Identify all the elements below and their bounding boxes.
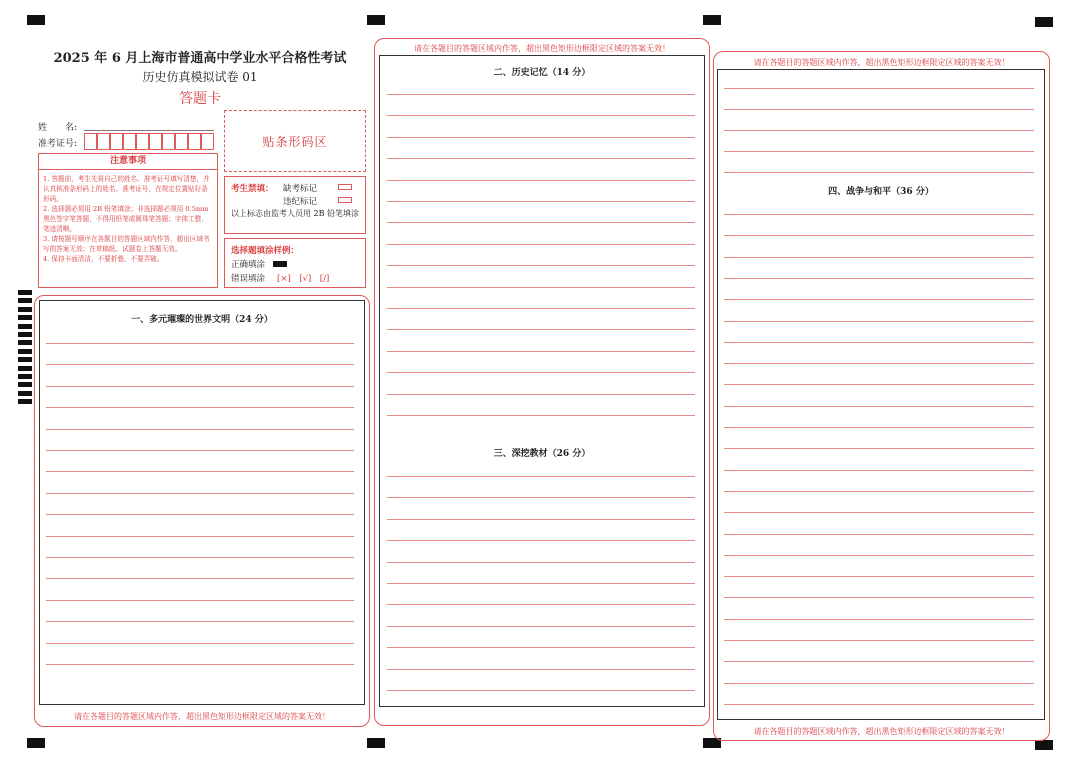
answer-line: [387, 647, 695, 648]
name-field[interactable]: [84, 130, 214, 131]
registration-mark: [367, 738, 385, 748]
wrong-label: 错误填涂: [231, 274, 266, 284]
card-title: 答题卡: [179, 91, 221, 107]
timing-mark: [18, 399, 32, 404]
answer-line: [46, 364, 354, 365]
answer-line: [387, 497, 695, 498]
answer-line: [46, 429, 354, 430]
id-digit-box[interactable]: [84, 133, 97, 150]
answer-line: [46, 471, 354, 472]
answer-line: [387, 94, 695, 95]
timing-mark: [18, 366, 32, 371]
answer-line: [724, 363, 1034, 364]
id-digit-box[interactable]: [110, 133, 123, 150]
notice-item: 3. 请按题号顺序在各题目的答题区域内作答，超出区域书写的答案无效；在草稿纸、试题卷上答题无效。: [43, 235, 210, 253]
answer-line: [387, 583, 695, 584]
absent-label: 缺考标记: [283, 184, 318, 194]
id-digit-box[interactable]: [97, 133, 110, 150]
answer-line: [724, 88, 1034, 89]
answer-line: [724, 172, 1034, 173]
id-digit-box[interactable]: [123, 133, 136, 150]
notice-item: 2. 选择题必须用 2B 铅笔填涂；非选择题必须用 0.5mm 黑色签字笔答题，不得用铅笔或圆珠笔答题；字体工整、笔迹清晰。: [43, 205, 209, 233]
section-4-title: 四、战争与和平（36 分）: [828, 187, 934, 197]
warning-text: 请在各题目的答题区域内作答，超出黑色矩形边框限定区域的答案无效！: [414, 44, 670, 53]
answer-line: [387, 415, 695, 416]
answer-line: [46, 407, 354, 408]
middle-answer-area[interactable]: [379, 55, 705, 707]
id-label: 准考证号:: [38, 139, 78, 149]
answer-line: [387, 372, 695, 373]
right-answer-area[interactable]: [717, 69, 1045, 720]
answer-line: [46, 493, 354, 494]
id-digit-box[interactable]: [136, 133, 149, 150]
registration-mark: [1035, 740, 1053, 750]
answer-line: [724, 299, 1034, 300]
answer-line: [46, 514, 354, 515]
id-digit-box[interactable]: [149, 133, 162, 150]
timing-mark: [18, 324, 32, 329]
answer-line: [387, 244, 695, 245]
answer-line: [724, 384, 1034, 385]
answer-line: [724, 640, 1034, 641]
warning-text: 请在各题目的答题区域内作答，超出黑色矩形边框限定区域的答案无效！: [74, 712, 330, 721]
fill-sample-box: [224, 238, 366, 288]
answer-line: [387, 265, 695, 266]
answer-line: [387, 562, 695, 563]
name-label: 姓 名:: [38, 123, 78, 133]
answer-line: [387, 222, 695, 223]
answer-line: [724, 491, 1034, 492]
answer-line: [724, 257, 1034, 258]
answer-line: [724, 321, 1034, 322]
answer-line: [724, 406, 1034, 407]
timing-mark: [18, 332, 32, 337]
answer-line: [724, 130, 1034, 131]
answer-line: [724, 704, 1034, 705]
exam-subtitle: 历史仿真模拟试卷 01: [142, 70, 258, 84]
answer-line: [387, 201, 695, 202]
answer-line: [387, 626, 695, 627]
timing-mark: [18, 340, 32, 345]
absent-mark-box[interactable]: [338, 184, 352, 190]
answer-line: [387, 180, 695, 181]
forbidden-box: [224, 176, 366, 234]
answer-line: [724, 576, 1034, 577]
violation-label: 违纪标记: [283, 197, 318, 207]
answer-line: [46, 643, 354, 644]
sample-title: 选择题填涂样例：: [231, 246, 300, 256]
answer-line: [724, 427, 1034, 428]
answer-line: [387, 669, 695, 670]
answer-line: [46, 536, 354, 537]
timing-mark: [18, 349, 32, 354]
wrong-fill-samples: [×] [√] [/]: [277, 274, 330, 284]
answer-line: [724, 214, 1034, 215]
barcode-area: [224, 110, 366, 172]
answer-line: [724, 109, 1034, 110]
answer-line: [724, 448, 1034, 449]
id-digit-box[interactable]: [162, 133, 175, 150]
timing-mark: [18, 315, 32, 320]
notice-item: 4. 保持卡面清洁，不要折叠、不要弄破。: [43, 255, 164, 263]
answer-line: [46, 600, 354, 601]
timing-mark: [18, 391, 32, 396]
answer-line: [387, 540, 695, 541]
forbidden-note: 以上标志由监考人员用 2B 铅笔填涂: [231, 209, 360, 218]
id-digit-box[interactable]: [175, 133, 188, 150]
answer-line: [46, 450, 354, 451]
answer-line: [724, 661, 1034, 662]
violation-mark-box[interactable]: [338, 197, 352, 203]
timing-mark: [18, 290, 32, 295]
answer-line: [724, 278, 1034, 279]
answer-line: [724, 597, 1034, 598]
answer-line: [724, 534, 1034, 535]
forbidden-title: 考生禁填：: [231, 184, 274, 194]
answer-line: [724, 683, 1034, 684]
answer-line: [387, 137, 695, 138]
answer-line: [724, 235, 1034, 236]
answer-line: [724, 512, 1034, 513]
answer-line: [724, 619, 1034, 620]
timing-mark: [18, 307, 32, 312]
notice-title: 注意事项: [39, 154, 217, 170]
section-1-title: 一、多元璀璨的世界文明（24 分）: [131, 315, 273, 325]
correct-label: 正确填涂: [231, 260, 266, 270]
answer-line: [387, 158, 695, 159]
answer-line: [724, 470, 1034, 471]
answer-line: [46, 621, 354, 622]
section-1-answer-area[interactable]: [39, 300, 365, 705]
answer-line: [387, 287, 695, 288]
registration-mark: [27, 738, 45, 748]
registration-mark: [703, 15, 721, 25]
answer-line: [724, 555, 1034, 556]
id-digit-box[interactable]: [188, 133, 201, 150]
barcode-label: 贴条形码区: [262, 134, 328, 149]
answer-line: [387, 394, 695, 395]
answer-line: [46, 557, 354, 558]
answer-line: [387, 604, 695, 605]
answer-line: [46, 386, 354, 387]
section-2-title: 二、历史记忆（14 分）: [493, 68, 591, 78]
answer-line: [46, 578, 354, 579]
timing-mark: [18, 357, 32, 362]
answer-line: [387, 329, 695, 330]
timing-mark: [18, 374, 32, 379]
registration-mark: [367, 15, 385, 25]
answer-line: [46, 664, 354, 665]
answer-line: [387, 519, 695, 520]
answer-line: [724, 151, 1034, 152]
registration-mark: [27, 15, 45, 25]
notice-item: 1. 答题前，考生先将自己的姓名、准考证号填写清楚，并认真核准条形码上的姓名、准考证号，在规定位置贴好条形码。: [43, 175, 210, 203]
answer-line: [387, 351, 695, 352]
warning-text: 请在各题目的答题区域内作答，超出黑色矩形边框限定区域的答案无效！: [753, 58, 1010, 67]
answer-line: [724, 342, 1034, 343]
answer-line: [387, 308, 695, 309]
id-digit-box[interactable]: [201, 133, 214, 150]
answer-line: [387, 115, 695, 116]
exam-title: 2025 年 6 月上海市普通高中学业水平合格性考试: [53, 51, 347, 66]
timing-mark: [18, 298, 32, 303]
warning-text: 请在各题目的答题区域内作答，超出黑色矩形边框限定区域的答案无效！: [753, 727, 1010, 736]
correct-fill-sample: [273, 261, 287, 267]
section-3-title: 三、深挖教材（26 分）: [493, 449, 591, 459]
answer-line: [387, 476, 695, 477]
registration-mark: [1035, 17, 1053, 27]
timing-mark: [18, 382, 32, 387]
answer-line: [387, 690, 695, 691]
notice-box: [38, 153, 218, 288]
answer-line: [46, 343, 354, 344]
